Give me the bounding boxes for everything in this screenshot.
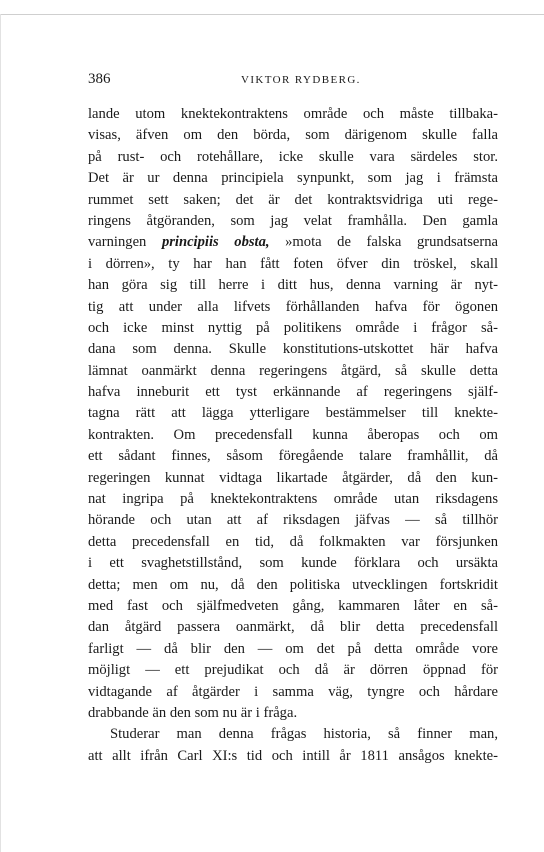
page-header [88,71,498,95]
text-line: ett sådant finnes, såsom föregående talare framhållit, då [88,448,498,465]
text-line: på rust- och rotehållare, icke skulle vara särdeles stor. [88,148,498,165]
text-line: kontrakten. Om precedensfall kunna åberopas och om [88,426,498,443]
page-edge-top-rule [0,14,544,15]
text-line: dana som denna. Skulle konstitutions-utskottet här hafva [88,341,498,358]
text-line: nat ingripa på knektekontraktens område utan riksdagens [88,491,498,508]
body-text [88,104,498,767]
text-line: detta; men om nu, då den politiska utvecklingen fortskridit [88,576,498,593]
page-edge-left-rule [0,14,1,852]
italic-latin-phrase: principiis obsta, [161,234,270,251]
text-line: i dörren», ty har han fått foten öfver din tröskel, skall [88,255,498,272]
text-line: i ett svaghetstillstånd, som kunde förklara och ursäkta [88,555,498,572]
text-line: ringens åtgöranden, som jag velat framhålla. Den gamla [88,212,498,229]
text-line: att allt ifrån Carl XI:s tid och intill år 1811 ansågos knekte- [88,747,498,764]
text-line: med fast och själfmedveten gång, kammaren låter en så- [88,597,498,614]
text-line: han göra sig till herre i ditt hus, denna varning är nyt- [88,277,498,294]
text-line: tagna rätt att lägga ytterligare bestämmelser till knekte- [88,405,498,422]
page-number: 386 [88,71,111,87]
text-line: farligt — då blir den — om det på detta område vore [88,640,498,657]
text-line: hörande och utan att af riksdagen jäfvas — så tillhör [88,512,498,529]
text-line: dan åtgärd passera oanmärkt, då blir detta precedensfall [88,619,498,636]
text-line: visas, äfven om den börda, som därigenom skulle falla [88,127,498,144]
text-line: detta precedensfall en tid, då folkmakten var försjunken [88,533,498,550]
text-line: regeringen kunnat vidtaga likartade åtgärder, då den kun- [88,469,498,486]
text-line: tig att under alla lifvets förhållanden hafva för ögonen [88,298,498,315]
running-head: VIKTOR RYDBERG. [241,74,361,86]
text-segment: varningen [88,234,162,251]
paragraph-last-line: drabbande än den som nu är i fråga. [88,704,298,721]
text-line: möjligt — ett prejudikat och då är dörren öppnad för [88,662,498,679]
text-line: rummet sett saken; det är det kontraktsvidriga uti rege- [88,191,498,208]
text-line: vidtagande af åtgärder i samma väg, tyngre och hårdare [88,683,498,700]
text-line: och icke minst nyttig på politikens område i frågor så- [88,319,498,336]
text-line: hafva inneburit ett tyst erkännande af regeringens själf- [88,384,498,401]
text-line: Det är ur denna principiela synpunkt, som jag i främsta [88,170,498,187]
text-line-with-italic [88,232,498,253]
text-line: lande utom knektekontraktens område och måste tillbaka- [88,106,498,122]
text-line: lämnat oanmärkt denna regeringens åtgärd, så skulle detta [88,362,498,379]
book-page [88,71,498,767]
text-segment: »mota de falska grundsatserna [269,234,499,251]
paragraph-first-line: Studerar man denna frågas historia, så finner man, [110,726,498,743]
